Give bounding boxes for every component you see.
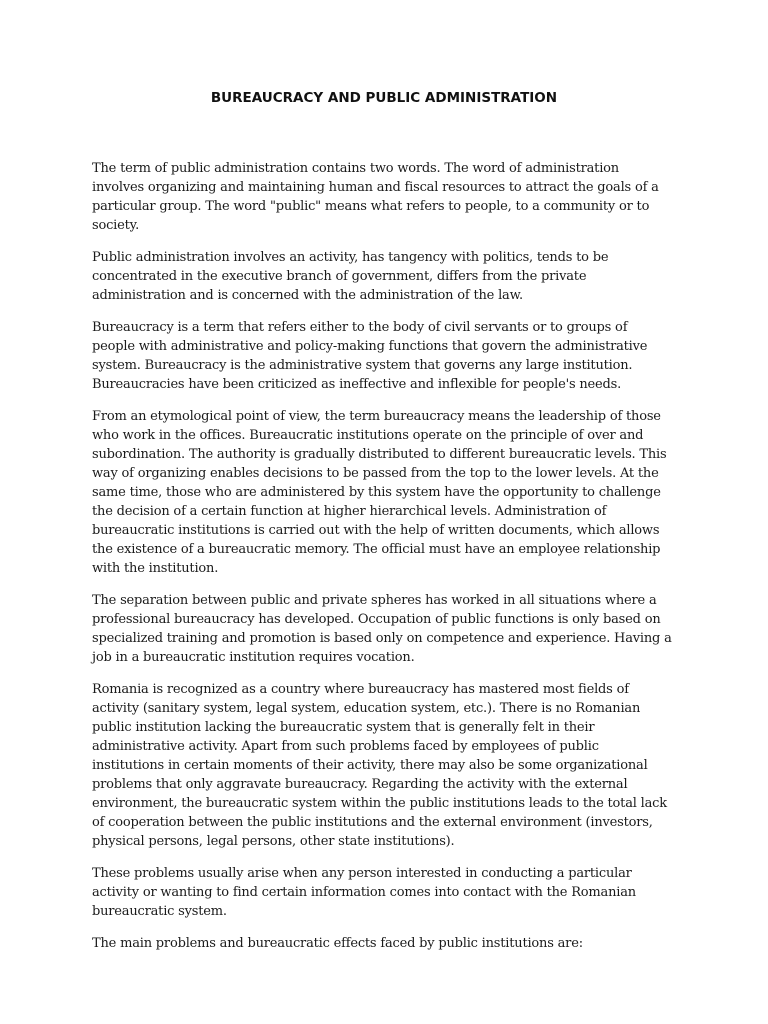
paragraph-8: The main problems and bureaucratic effects faced by public institutions are: <box>92 936 583 951</box>
paragraph-1: The term of public administration contains two words. The word of administration involves organizing and maintaining human and fiscal resources to attract the goals of a particular group. The word "public" means what refers to people, to a community or to society. <box>92 161 659 233</box>
paragraph-4: From an etymological point of view, the term bureaucracy means the leadership of those who work in the offices. Bureaucratic institutions operate on the principle of over and subordination. The authority is gradually distributed to different bureaucratic levels. This way of organizing enables decisions to be passed from the top to the lower levels. At the same time, those who are administered by this system have the opportunity to challenge the decision of a certain function at higher hierarchical levels. Administration of bureaucratic institutions is carried out with the help of written documents, which allows the existence of a bureaucratic memory. The official must have an employee relationship with the institution. <box>92 409 667 576</box>
paragraph-5: The separation between public and private spheres has worked in all situations where a professional bureaucracy has developed. Occupation of public functions is only based on specialized training and promotion is based only on competence and experience. Having a job in a bureaucratic institution requires vocation. <box>92 593 672 665</box>
document-body <box>92 159 672 966</box>
document-title: BUREAUCRACY AND PUBLIC ADMINISTRATION <box>210 90 558 106</box>
paragraph-6: Romania is recognized as a country where bureaucracy has mastered most fields of activity (sanitary system, legal system, education system, etc.). There is no Romanian public institution lacking the bureaucratic system that is generally felt in their administrative activity. Apart from such problems faced by employees of public institutions in certain moments of their activity, there may also be some organizational problems that only aggravate bureaucracy. Regarding the activity with the external environment, the bureaucratic system within the public institutions leads to the total lack of cooperation between the public institutions and the external environment (investors, physical persons, legal persons, other state institutions). <box>92 682 667 849</box>
paragraph-2: Public administration involves an activity, has tangency with politics, tends to be concentrated in the executive branch of government, differs from the private administration and is concerned with the administration of the law. <box>92 250 609 303</box>
paragraph-3: Bureaucracy is a term that refers either to the body of civil servants or to groups of people with administrative and policy-making functions that govern the administrative system. Bureaucracy is the administrative system that governs any large institution. Bureaucracies have been criticized as ineffective and inflexible for people's needs. <box>92 320 648 392</box>
paragraph-7: These problems usually arise when any person interested in conducting a particular activity or wanting to find certain information comes into contact with the Romanian bureaucratic system. <box>92 866 636 919</box>
